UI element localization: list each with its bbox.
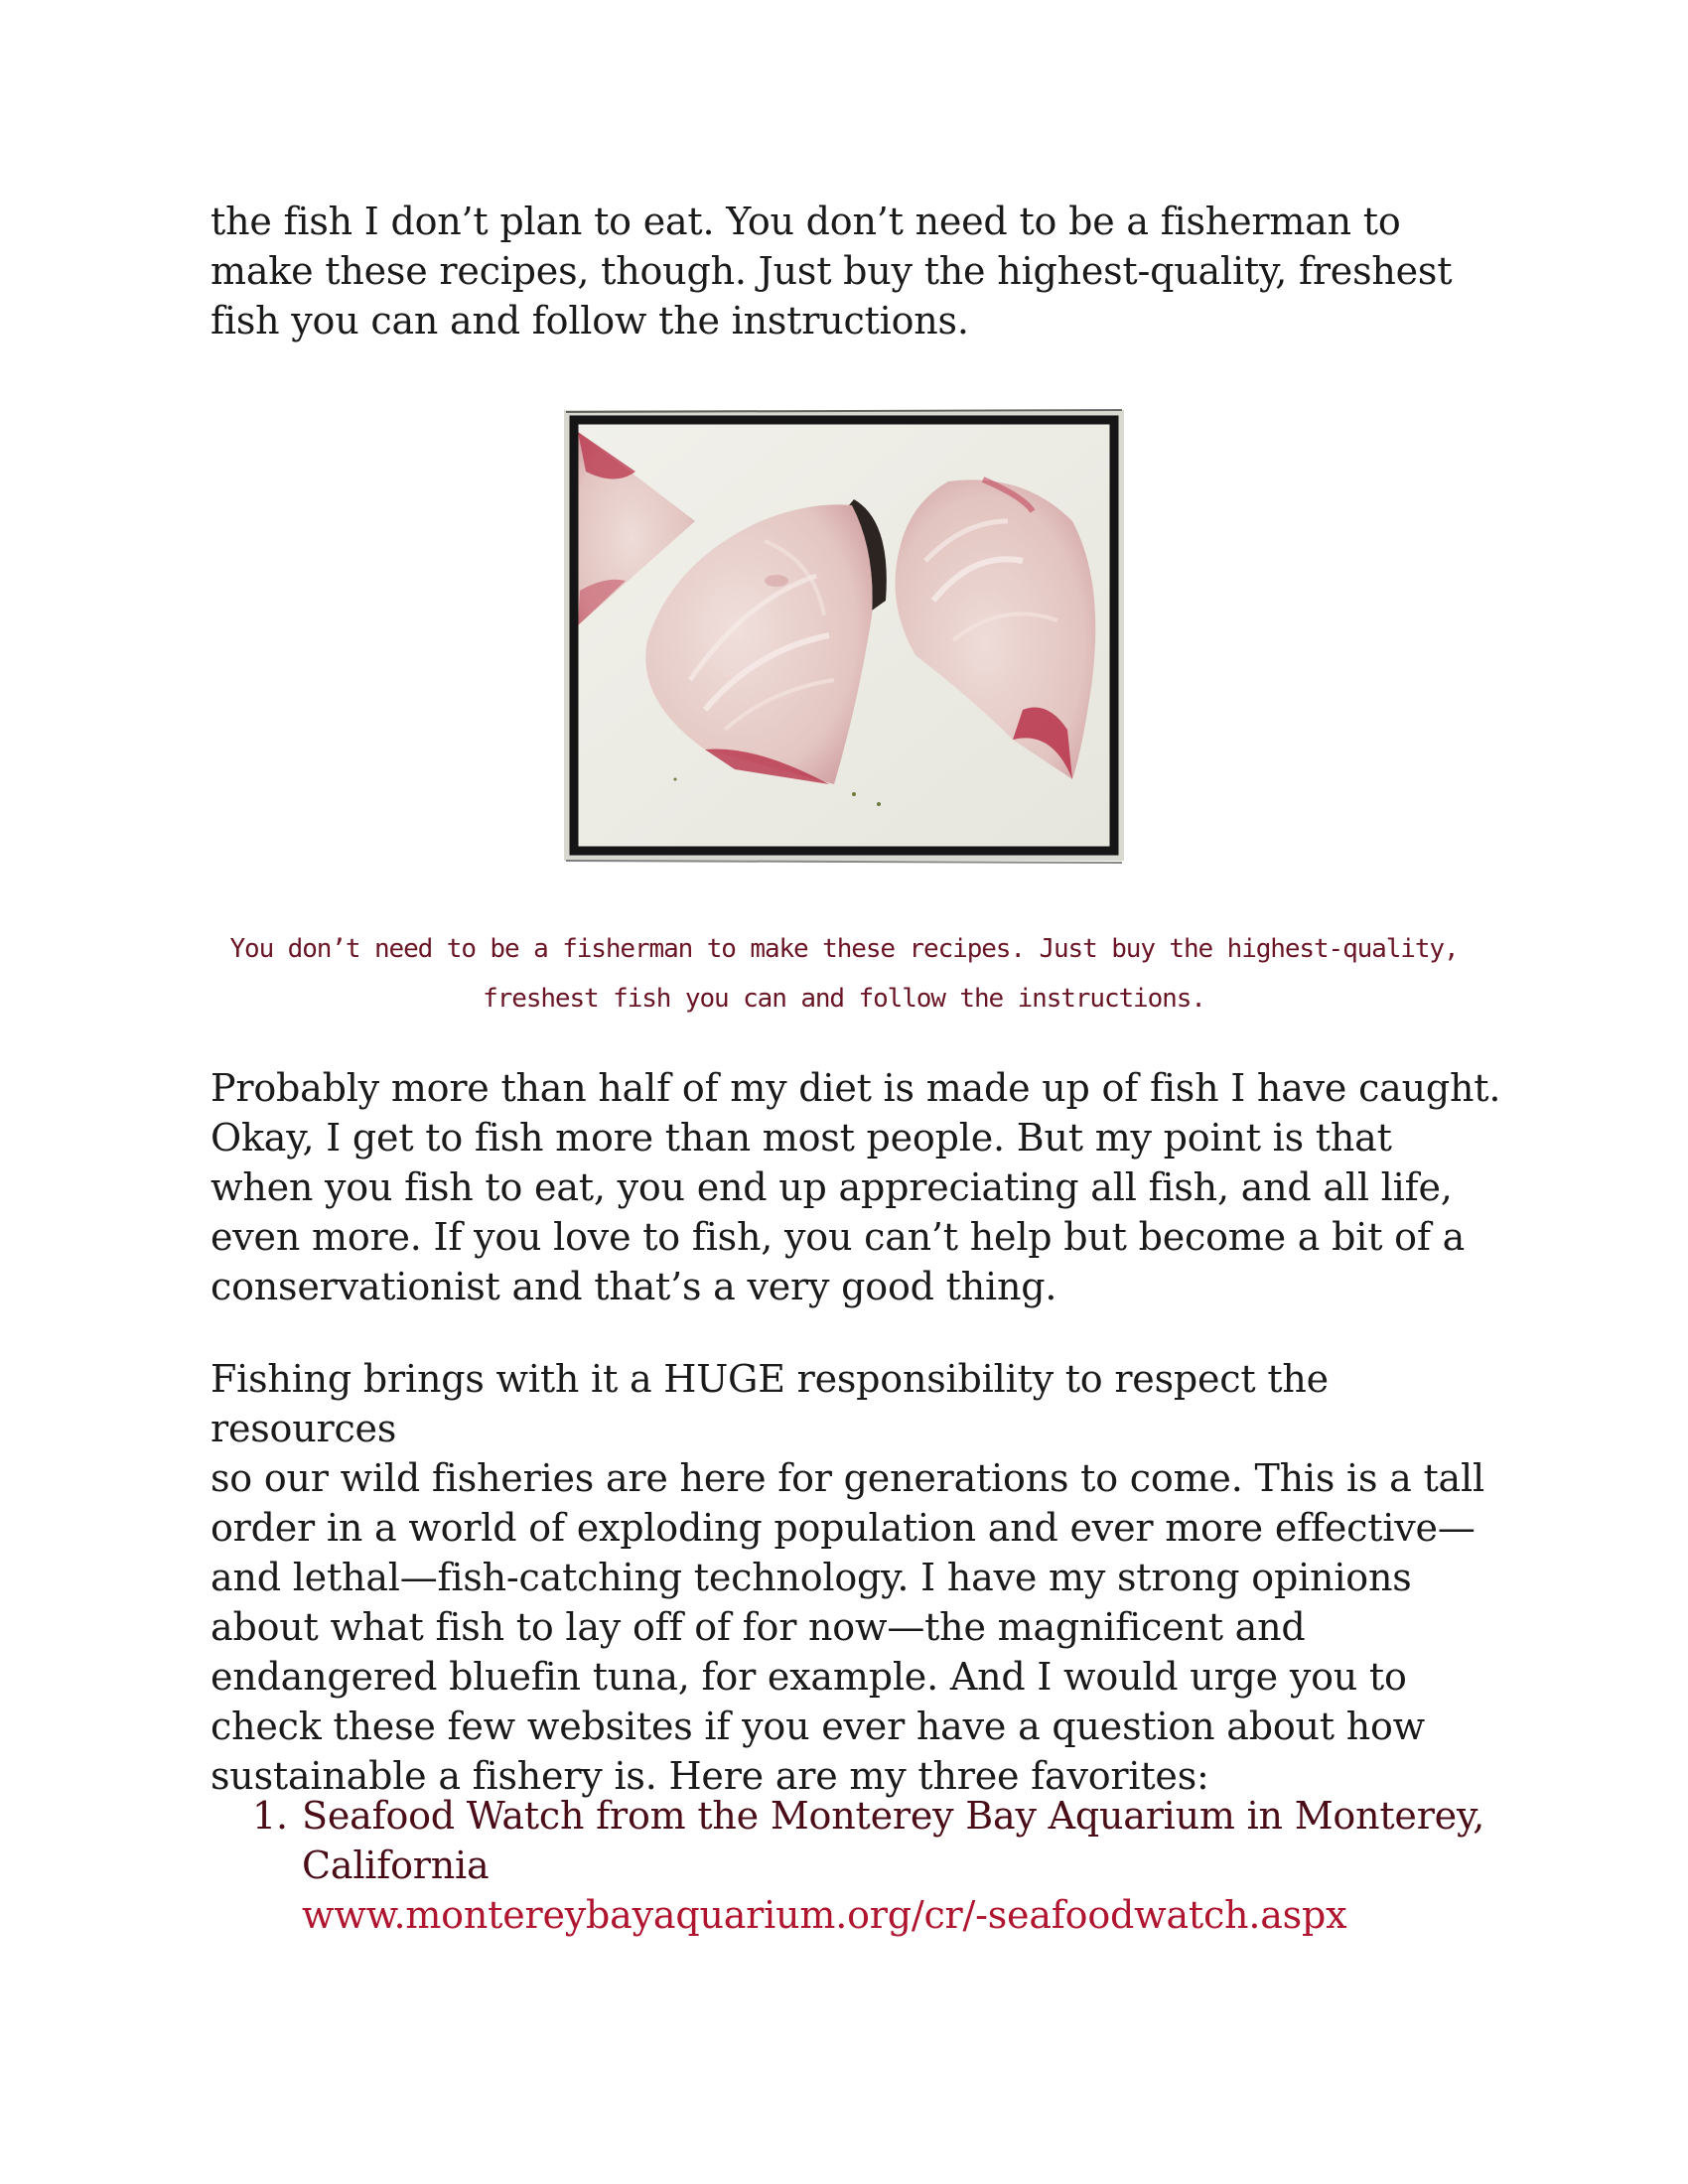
fishing-paragraph: Fishing brings with it a HUGE responsibility to respect the resources so our wild fisheries are here for generations to come. This is a tall order in a world of exploding population and ever more effective— and lethal—fish-catching technology. I have my strong opinions about what fish to lay off of for now—the magnificent and endangered bluefin tuna, for example. And I would urge you to check these few websites if you ever have a question about how sustainable a fishery is. Here are my three favorites: [211,1357,1484,1798]
seafood-watch-link[interactable]: www.montereybayaquarium.org/cr/-seafoodwatch.aspx [302,1893,1347,1937]
resource-title: Seafood Watch from the Monterey Bay Aquarium in Monterey, California [302,1794,1485,1887]
diet-paragraph: Probably more than half of my diet is made up of fish I have caught. Okay, I get to fish more than most people. But my point is that when you fish to eat, you end up appreciating all fish, and all life, even more. If you love to fish, you can’t help but become a bit of a conservationist and that’s a very good thing. [211,1066,1501,1308]
fish-steaks-image [556,402,1132,869]
list-number: 1. [252,1794,288,1838]
list-item [211,1791,1531,1940]
figure-caption: You don’t need to be a fisherman to make these recipes. Just buy the highest-quality, freshest fish you can and follow the instructions. [229,934,1459,1014]
fish-steaks-photo [556,402,1132,869]
intro-paragraph: the fish I don’t plan to eat. You don’t need to be a fisherman to make these recipes, though. Just buy the highest-quality, freshest fish you can and follow the instructions. [211,200,1453,342]
resource-list [211,1791,1531,1940]
